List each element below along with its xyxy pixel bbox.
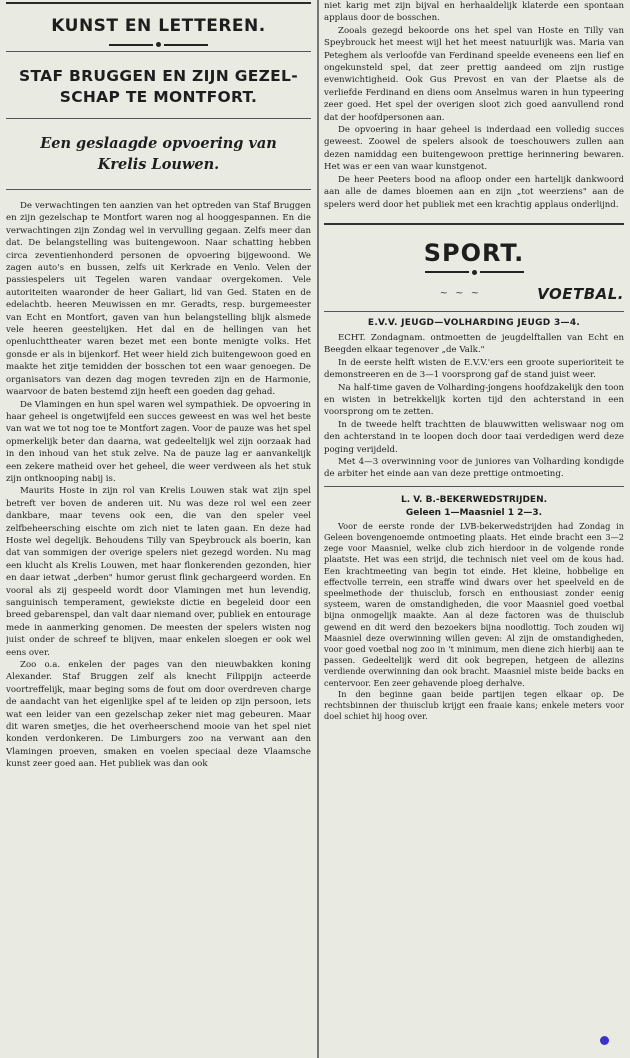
article-paragraph: De opvoering in haar geheel is inderdaad een volledig succes geweest. Zoowel de spelers alsook de toeschouwers zullen aan dezen namiddag een buitengewoon prettige herinnering bewaren. Het was er een van waar kunstgenot. xyxy=(324,125,624,173)
article-paragraph: Zoo o.a. enkelen der pages van den nieuwbakken koning Alexander. Staf Bruggen zelf als knecht Filippijn acteerde voortreffelijk, maar beging soms de fout om door overdreven charge de aandacht van het eigenlijke spel af te leiden op zijn persoon, iets wat een leider van een gezelschap zeker niet mag gebeuren. Maar dit waren smetjes, die het overheerschend mooie van het spel niet konden verdonkeren. De Limburgers zoo na verwant aan den Vlamingen proeven, smaken en voelen speciaal deze Vlaamsche kunst zeer goed aan. Het publiek was dan ook xyxy=(6,660,311,770)
headline-line-2: SCHAP TE MONTFORT. xyxy=(59,88,258,106)
rule xyxy=(6,118,311,119)
article-paragraph: De verwachtingen ten aanzien van het optreden van Staf Bruggen en zijn gezelschap te Montfort waren nog al hooggespannen. En die verwachtingen zijn Zondag wel in vervulling gegaan. Zelfs meer dan dat. De belangstelling was buitengewoon. Naar schatting hebben circa zeventienhonderd personen de opvoering bijgewoond. We zagen auto's en bussen, zelfs uit Kerkrade en Venlo. Velen der passiespelers uit Tegelen waren vandaar overgekomen. Vele autoriteiten waaronder de heer Galiart, lid van Ged. Staten en de edelachtb. heeren Meuwissen en mr. Geradts, resp. burgemeester van Echt en Montfort, gaven van hun belangstelling blijk alsmede vele heeren geestelijken. Het dal en de hellingen van het openluchttheater waren bezet met een bonte menigte volks. Het gonsde er als in bijenkorf. Het weer hield zich buitengewoon goed en maakte het zitje temidden der bosschen tot een waar genoegen. De organisators van dezen dag mogen tevreden zijn en de Harmonie, waarvoor de baten bestemd zijn heeft een goeden dag gehad. xyxy=(6,201,311,398)
headline-line-1: STAF BRUGGEN EN ZIJN GEZEL- xyxy=(19,67,298,85)
rule xyxy=(324,311,624,312)
lvb-subheading: Geleen 1—Maasniel 1 2—3. xyxy=(405,507,543,518)
rule xyxy=(6,189,311,190)
match-paragraph: In de tweede helft trachtten de blauwwitten weliswaar nog om den achterstand in te loopen doch door taai verdedigen werd deze poging verijdeld. xyxy=(324,419,624,455)
rule xyxy=(324,486,624,487)
article-paragraph: Maurits Hoste in zijn rol van Krelis Louwen stak wat zijn spel betreft ver boven de anderen uit. Nu was deze rol wel een zeer dankbare, maar tevens ook een, die van den speler veel zelfbeheersching eischte om zich niet te laten gaan. En deze had Hoste wel degelijk. Behoudens Tilly van Speybrouck als boerin, kan dat van sommigen der overige spelers niet gezegd worden. Nu mag een klucht als Krelis Louwen, met haar flonkerenden gezonden, hier en daar ietwat „derben" humor gerust flink gechargeerd worden. En vooral als zij gespeeld wordt door Vlamingen met hun levendig, sanguinisch temperament, gewiekste dictie en begeleid door een breed gebarenspel, dan valt daar niemand over, publiek en entourage mede in aanmerking genomen. De meesten der spelers wisten nog juist onder de schreef te blijven, maar enkelen sloegen er ook wel eens over. xyxy=(6,486,311,658)
football-decoration: ~ ~ ~ xyxy=(439,288,482,300)
article-headline xyxy=(12,66,305,108)
right-column xyxy=(322,0,626,1058)
rule xyxy=(6,51,311,52)
left-column xyxy=(6,0,315,1058)
article-paragraph: Zooals gezegd bekoorde ons het spel van Hoste en Tilly van Speybrouck het meest wijl het het meest natuurlijk was. Maria van Peteghem als verloofde van Ferdinand speelde eveneens een lief en ongekunsteld spel, dat zeer prettig aandeed om zijn rustige evenwichtigheid. Ook Gus Prevost en van der Plaetse als de verliefde Ferdinand en diens oom Anselmus waren in hun typeering zeer goed. Het spel der overigen sloot zich goed aanvullend rond dat der hoofdpersonen aan. xyxy=(324,25,624,123)
ornament-divider xyxy=(324,270,624,275)
match-paragraph: Na half-time gaven de Volharding-jongens hoofdzakelijk den toon en wisten in betrekkelijk korten tijd den achterstand in een voorsprong om te zetten. xyxy=(324,382,624,418)
voetbal-heading: VOETBAL. xyxy=(537,284,624,303)
article-subheadline xyxy=(16,133,301,175)
column-divider xyxy=(317,0,319,1058)
match-paragraph: Met 4—3 overwinning voor de juniores van Volharding kondigde de arbiter het einde aan van deze prettige ontmoeting. xyxy=(324,456,624,480)
match-paragraph: In de eerste helft wisten de E.V.V.'ers een groote superioriteit te demonstreeren en de 3—1 voorsprong gaf de stand juist weer. xyxy=(324,357,624,381)
article-paragraph: De heer Peeters bood na afloop onder een hartelijk dankwoord aan alle de dames bloemen aan en zijn „tot weerziens" aan de spelers werd door het publiek met een krachtig applaus onderlijnd. xyxy=(324,174,624,210)
lvb-paragraph: Voor de eerste ronde der LVB-bekerwedstrijden had Zondag in Geleen bovengenoemde ontmoeting plaats. Het einde bracht een 3—2 zege voor Maasniel, welke club zich hierdoor in de volgende ronde plaatste. Het was een strijd, die technisch niet veel om de kous had. Een krachtmeeting van begin tot einde. Het kleine, hobbelige en effectvolle terrein, een straffe wind dwars over het speelveld en de speelmethode der thuisclub, forsch en enthousiast zonder eenig systeem, waren de omstandigheden, die voor Maasniel goed voetbal bijna onmogelijk maakte. Aan al deze factoren was de thuisclub gewend en dit werd den bezoekers bijna noodlottig. Toch zouden wij Maasniel deze overwinning willen geven: Al zijn de omstandigheden, voor goed voetbal nog zoo in 't minimum, men diene zich hierbij aan te passen. Gedeeltelijk werd dit ook begrepen, hetgeen de allezins verdiende overwinning dan ook bracht. Maasniel miste beide backs en centervoor. Een zeer gehavende ploeg derhalve. xyxy=(324,520,624,688)
match-paragraph: ECHT. Zondagnam. ontmoetten de jeugdelftallen van Echt en Beegden elkaar tegenover „de Valk." xyxy=(324,332,624,356)
match-heading: E.V.V. JEUGD—VOLHARDING JEUGD 3—4. xyxy=(367,317,581,328)
section-heading: KUNST EN LETTEREN. xyxy=(51,16,266,36)
cursor-dot xyxy=(600,1036,609,1045)
article-paragraph: De Vlamingen en hun spel waren wel sympathiek. De opvoering in haar geheel is ongetwijfeld een succes geweest en was wel het beste van wat we tot nog toe te Montfort zagen. Voor de pauze was het spel opmerkelijk beter dan daarna, wat gedeeltelijk wel zijn oorzaak had in den inhoud van het stuk zelve. Na de pauze lag er aanvankelijk een zekere matheid over het geheel, die weer verdween als het stuk zijn ontknooping nabij is. xyxy=(6,399,311,484)
subhead-line-1: Een geslaagde opvoering van xyxy=(40,135,277,152)
lvb-paragraph: In den beginne gaan beide partijen tegen elkaar op. De rechtsbinnen der thuisclub krijgt een fraaie kans; enkele meters voor doel schiet hij hoog over. xyxy=(324,688,624,722)
lvb-heading: L. V. B.-BEKERWEDSTRIJDEN. xyxy=(400,494,548,505)
top-rule xyxy=(6,2,311,4)
subhead-line-2: Krelis Louwen. xyxy=(97,156,220,173)
sport-section xyxy=(324,223,624,723)
ornament-divider xyxy=(6,42,311,47)
article-paragraph: niet karig met zijn bijval en herhaaldelijk klaterde een spontaan applaus door de bosschen. xyxy=(324,1,624,24)
sport-heading: SPORT. xyxy=(423,238,525,267)
voetbal-row xyxy=(324,285,624,303)
